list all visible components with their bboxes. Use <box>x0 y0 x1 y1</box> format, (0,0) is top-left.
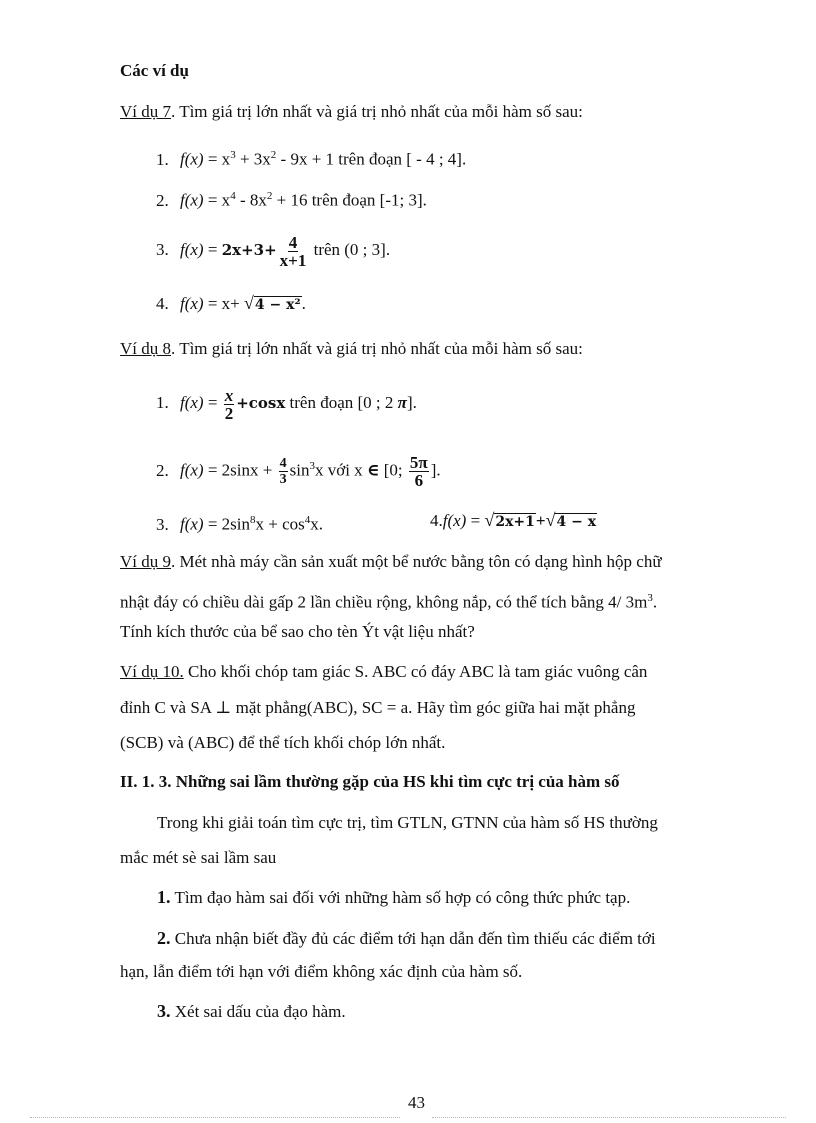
example-9-line-3: Tính kích thước của bể sao cho tèn Ýt vật liệu nhất? <box>120 622 475 641</box>
example-7-item-2: 2. $f(x) = x^4 - 8x^2 + 16$ trên đoạn [-1; 3]. <box>156 190 427 210</box>
example-10-line-2: đỉnh C và SA ⊥ mặt phẳng(ABC), SC = a. Hãy tìm góc giữa hai mặt phẳng <box>120 698 636 717</box>
heading: Các ví dụ <box>120 61 189 80</box>
mistake-item-2: 2. Chưa nhận biết đầy đủ các điểm tới hạn dẫn đến tìm thiếu các điểm tới <box>157 928 656 948</box>
example-7-item-4: 4. f(x) = x+ √4 − x². <box>156 293 306 313</box>
page-number: 43 <box>408 1093 425 1112</box>
example-7-item-1: 1. $f(x) = x^3 + 3x^2 - 9x + 1$ trên đoạn [ - 4 ; 4]. <box>156 149 467 169</box>
footer-divider-left <box>30 1117 400 1118</box>
example-7-item-3: 3. f(x) = 2x+3+ $\frac{4}{x+1}$ trên (0 ; 3]. <box>156 232 391 270</box>
example-10-label: Ví dụ 10. <box>120 662 184 681</box>
example-8-item-4: 4.f(x) = √2x+1+√4 − x <box>430 510 597 530</box>
example-7-intro: Ví dụ 7. Tìm giá trị lớn nhất và giá trị nhỏ nhất của mỗi hàm số sau: <box>120 102 583 121</box>
sqrt-icon: √ <box>244 293 254 313</box>
example-10-line-3: (SCB) và (ABC) để thể tích khối chóp lớn nhất. <box>120 733 446 752</box>
example-10-line-1: Ví dụ 10. Cho khối chóp tam giác S. ABC có đáy ABC là tam giác vuông cân <box>120 662 648 681</box>
fraction: $\frac{4}{x+1}$ <box>279 232 307 270</box>
mistake-item-1: 1. Tìm đạo hàm sai đối với những hàm số hợp có công thức phức tạp. <box>157 887 631 907</box>
example-8-item-1: 1. f(x) = $\frac{x}{2}$ +cosx trên đoạn [0 ; 2 π]. <box>156 385 417 423</box>
example-8-intro: Ví dụ 8. Tìm giá trị lớn nhất và giá trị nhỏ nhất của mỗi hàm số sau: <box>120 339 583 358</box>
mistake-item-2-continued: hạn, lẫn điểm tới hạn với điểm không xác định của hàm số. <box>120 962 523 981</box>
footer-divider-right <box>432 1117 786 1118</box>
section-paragraph-line-2: mắc mét sè sai lầm sau <box>120 848 277 867</box>
example-9-line-2: nhật đáy có chiều dài gấp 2 lần chiều rộng, không nắp, có thể tích bằng 4/ $3m^3$. <box>120 592 658 612</box>
sqrt-icon: √ <box>484 510 495 530</box>
section-paragraph-line-1: Trong khi giải toán tìm cực trị, tìm GTLN, GTNN của hàm số HS thường <box>157 813 658 832</box>
section-title: II. 1. 3. Những sai lầm thường gặp của HS khi tìm cực trị của hàm số <box>120 772 620 791</box>
example-9-line-1: Ví dụ 9. Mét nhà máy cần sản xuất một bể nước bằng tôn có dạng hình hộp chữ <box>120 552 662 571</box>
example-7-label: Ví dụ 7 <box>120 102 171 121</box>
example-8-item-2: 2. f(x) = 2sinx + $\frac{4}{3}$ $\sin^3x$ với x ∈ [0; $\frac{5\pi}{6}$ ]. <box>156 453 441 491</box>
example-9-label: Ví dụ 9 <box>120 552 171 571</box>
example-8-item-3: 3. $f(x) = 2\sin^8x + \cos^4x$. <box>156 514 324 534</box>
sqrt-icon: √ <box>545 510 556 530</box>
fraction: $\frac{4}{3}$ <box>279 456 287 488</box>
mistake-item-3: 3. Xét sai dấu của đạo hàm. <box>157 1001 346 1021</box>
fraction: $\frac{5\pi}{6}$ <box>409 453 428 491</box>
fraction: $\frac{x}{2}$ <box>224 385 234 423</box>
example-8-label: Ví dụ 8 <box>120 339 171 358</box>
